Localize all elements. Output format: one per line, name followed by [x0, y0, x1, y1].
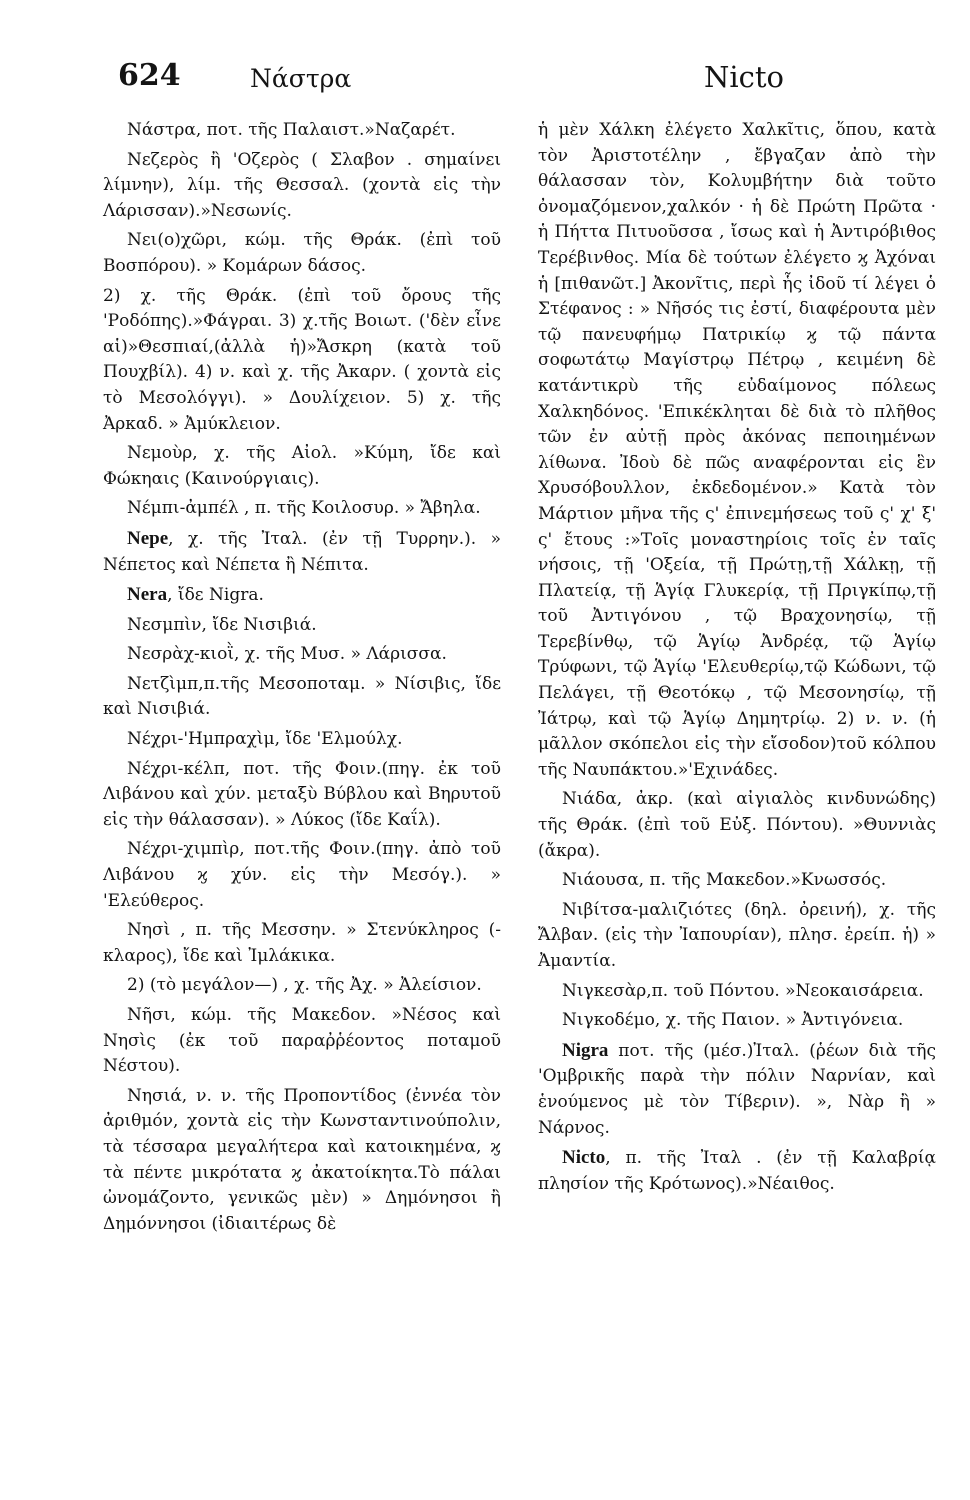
right-running-head: Nicto: [703, 60, 784, 94]
entry-nemour: Νεμοὺρ, χ. τῆς Αἰολ. »Κύμη, ἴδε καὶ Φώκηαις (Καινούργιαις).: [103, 443, 501, 489]
entry-nisia: Νησιά, ν. ν. τῆς Προποντίδος (ἐννέα τὸν ἀριθμόν, χοντὰ εἰς τὴν Κωνσταντινούπολιν, τὰ τέσσαρα μεγαλήτερα καὶ κατοικημένα, ϗ τὰ πέντε μικρότατα ϗ ἀκατοίκητα.Τὸ πάλαι ὠνομάζοντο, γενικῶς μὲν) » Δημόνησοι ἢ Δημόννησοι (ἰδιαιτέρως δὲ: [103, 1085, 501, 1234]
page-number: 624: [118, 58, 181, 93]
entry-nempi-ampel: Νέμπι-ἀμπέλ , π. τῆς Κοιλοσυρ. » Ἄβηλα.: [127, 498, 481, 519]
right-column: [538, 118, 936, 1201]
left-running-head: Νάστρα: [250, 64, 352, 93]
latin-headword: Nepe: [127, 527, 169, 549]
entry-nicto: Nicto, π. τῆς Ἰταλ . (ἐν τῇ Καλαβρίᾳ πλησίον τῆς Κρότωνος).»Νέαιθος.: [538, 1147, 936, 1194]
entry-neichori-continued: 2) χ. τῆς Θράκ. (ἐπὶ τοῦ ὄρους τῆς 'Ροδόπης).»Φάγραι. 3) χ.τῆς Βοιωτ. ('δὲν εἶνε αἱ)»Θεσπιαί,(ἀλλὰ ἡ)»Ἄσκρη (κατὰ τοῦ Πουχβίλ). 4) ν. καὶ χ. τῆς Ἀκαρν. ( χοντὰ εἰς τὸ Μεσολόγγι). » Δουλίχειον. 5) χ. τῆς Ἀρκαδ. » Ἀμύκλειον.: [103, 285, 501, 434]
entry-nisi-makedon: Νῆσι, κώμ. τῆς Μακεδον. »Νέσος καὶ Νησὶς (ἐκ τοῦ παραῤῥέοντος ποταμοῦ Νέστου).: [103, 1005, 501, 1077]
latin-headword: Nicto: [562, 1147, 606, 1169]
entry-niaousa: Νιάουσα, π. τῆς Μακεδον.»Κνωσσός.: [562, 870, 887, 891]
entry-nigkesar: Νιγκεσὰρ,π. τοῦ Πόντου. »Νεοκαισάρεια.: [562, 980, 924, 1001]
entry-nepe: Nepe, χ. τῆς Ἰταλ. (ἐν τῇ Τυρρην.). » Νέπετος καὶ Νέπετα ἢ Νέπιτα.: [103, 527, 501, 575]
entry-nezeros: Νεζερὸς ἢ 'Οζερὸς ( Σλαβον . σημαίνει λίμνην), λίμ. τῆς Θεσσαλ. (χοντὰ εἰς τὴν Λάρισσαν).»Νεσωνίς.: [103, 149, 501, 221]
entry-netzimp: Νετζὶμπ,π.τῆς Μεσοποταμ. » Νίσιβις, ἴδε καὶ Νισιβιά.: [103, 673, 501, 720]
entry-nigra: Nigra ποτ. τῆς (μέσ.)Ἰταλ. (ῥέων διὰ τῆς 'Ομβρικῆς παρὰ τὴν πόλιν Ναρνίαν, καὶ ἑνούμενος μὲ τὸν Τίβεριν). », Νὰρ ἢ » Νάρνος.: [538, 1039, 936, 1138]
entry-neichori: Νει(ο)χῶρι, κώμ. τῆς Θράκ. (ἐπὶ τοῦ Βοσπόρου). » Κομάρων δάσος.: [103, 230, 501, 276]
entry-nigkodemo: Νιγκοδέμο, χ. τῆς Παιον. » Ἀντιγόνεια.: [562, 1010, 904, 1031]
entry-nesrach-kioi: Νεσρὰχ-κιοῒ, χ. τῆς Μυσ. » Λάρισσα.: [127, 644, 447, 665]
page-header: [118, 58, 784, 102]
entry-nesmpin: Νεσμπὶν, ἴδε Νισιβιά.: [127, 614, 317, 635]
latin-headword: Nera: [127, 584, 168, 606]
entry-nechri-chimpir: Νέχρι-χιμπὶρ, ποτ.τῆς Φοιν.(πηγ. ἀπὸ τοῦ Λιβάνου ϗ χύν. εἰς τὴν Μεσόγ.). » 'Ελεύθερος.: [103, 839, 501, 911]
entry-nera: Nera, ἴδε Nigra.: [127, 584, 264, 606]
entry-niada: Νιάδα, ἀκρ. (καὶ αἰγιαλὸς κινδυνώδης) τῆς Θράκ. (ἐπὶ τοῦ Εὐξ. Πόντου). »Θυννιὰς (ἄκρα).: [538, 789, 936, 861]
entry-nisia-continued: ἡ μὲν Χάλκη ἐλέγετο Χαλκῖτις, ὅπου, κατὰ τὸν Ἀριστοτέλην , ἔβγαζαν ἀπὸ τὴν θάλασσαν τὸν, Κολυμβήτην διὰ τοῦτο ὀνομαζόμενον,χαλκόν · ἡ δὲ Πρώτη Πρῶτα · ἡ Πήττα Πιτυοῦσσα , ἴσως καὶ ἡ Ἀντιρόβιθος Τερέβινθος. Μία δὲ τούτων ἐλέγετο ϗ Ἀχόναι ἡ [πιθανῶτ.] Ἀκονῖτις, περὶ ἧς ἰδοῦ τί λέγει ὁ Στέφανος : » Νῆσός τις ἐστί, διαφέρουτα μὲν τῷ πανευφήμῳ Πατρικίῳ ϗ τῷ πάντα σοφωτάτῳ Μαγίστρῳ Πέτρῳ , κειμένη δὲ κατάντικρὺ τῆς εὐδαίμονος πόλεως Χαλκηδόνος. 'Επικέκληται δὲ διὰ τὸ πλῆθος τῶν ἐν αὐτῇ πρὸς ἀκόνας πεποιημένων λίθωνα. Ἰδοὺ δὲ πῶς αναφέρονται εἰς ἓν Χρυσόβουλλον, ἐκδεδομένον.» Κατὰ τὸν Μάρτιον μῆνα τῆς ς' ἐπινεμήσεως τοῦ ς' χ' ξ' ς' ἔτους :»Τοῖς μοναστηρίοις τοῖς ἐν ταῖς νήσοις, τῇ 'Οξεία, τῇ Πρώτῃ,τῇ Χάλκῃ, τῇ Πλατείᾳ, τῇ Ἁγίᾳ Γλυκερίᾳ, τῇ Πριγκίπῳ,τῇ τοῦ Ἀντιγόνου , τῷ Βραχονησίῳ, τῇ Τερεβίνθῳ, τῷ Ἁγίῳ Ἀνδρέᾳ, τῷ Ἁγίῳ Τρύφωνι, τῷ Ἁγίῳ 'Ελευθερίῳ,τῷ Κώδωνι, τῷ Πελάγει, τῇ Θεοτόκῳ , τῷ Μεσονησίῳ, τῇ Ἰάτρῳ, καὶ τῷ Ἁγίῳ Δημητρίῳ. 2) ν. ν. (ἡ μᾶλλον σκόπελοι εἰς τὴν εἴσοδον)τοῦ κόλπου τῆς Ναυπάκτου.»'Εχινάδες.: [538, 120, 936, 780]
entry-nechri-kelp: Νέχρι-κέλπ, ποτ. τῆς Φοιν.(πηγ. ἐκ τοῦ Λιβάνου καὶ χύν. μεταξὺ Βύβλου καὶ Βηρυτοῦ εἰς τὴν θάλασσαν). » Λύκος (ἴδε Καΐλ).: [103, 758, 501, 830]
left-column: [103, 118, 501, 1241]
entry-nisi-megalon: 2) (τὸ μεγάλον—) , χ. τῆς Ἀχ. » Ἀλείσιον.: [127, 975, 482, 996]
entry-nisi-messin: Νησὶ , π. τῆς Μεσσην. » Στενύκληρος (-κλαρος), ἴδε καὶ Ἰμλάκικα.: [103, 920, 501, 966]
entry-nivitsa: Νιβίτσα-μαλιζιότες (δηλ. ὀρεινή), χ. τῆς Ἄλβαν. (εἰς τὴν Ἰαπουρίαν), πλησ. ἐρείπ. ἡ) » Ἀμαντία.: [538, 899, 936, 971]
entry-nechri-imprachim: Νέχρι-'Ημπραχὶμ, ἴδε 'Ελμούλχ.: [127, 729, 403, 750]
latin-headword: Nigra: [562, 1039, 609, 1061]
entry-nastra: Νάστρα, ποτ. τῆς Παλαιστ.»Ναζαρέτ.: [127, 120, 456, 140]
